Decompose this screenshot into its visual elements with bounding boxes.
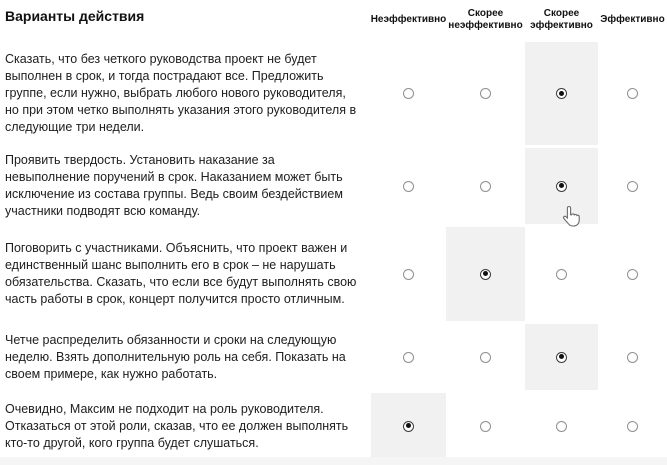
- rating-cell: [371, 393, 446, 459]
- rating-cell: [446, 148, 525, 224]
- rating-cell: [371, 227, 446, 321]
- rating-cell: [525, 324, 598, 390]
- radio-unselected[interactable]: [403, 181, 414, 192]
- rating-cell: [525, 227, 598, 321]
- column-header-3: Эффективно: [600, 14, 665, 25]
- rating-cell: [598, 148, 667, 224]
- rating-cell: [446, 42, 525, 145]
- option-text-label: Сказать, что без четкого руководства проект не будет выполнен в срок, и тогда пострадают все. Предложить группе, если нужно, выбрать любого нового руководителя, но при этом четко выполнять указания этого руководителя в следующие три недели.: [5, 52, 357, 134]
- bottom-strip: [0, 457, 667, 465]
- rating-cell: [525, 393, 598, 459]
- option-text: [0, 148, 371, 224]
- radio-selected[interactable]: [556, 181, 567, 192]
- option-text-label: Проявить твердость. Установить наказание за невыполнение поручений в срок. Наказанием может быть исключение из состава группы. Ведь своим бездействием участники подводят всю команду.: [5, 153, 343, 218]
- option-text: [0, 227, 371, 321]
- radio-unselected[interactable]: [403, 352, 414, 363]
- page-title: Варианты действия: [5, 8, 145, 24]
- option-text-label: Поговорить с участниками. Объяснить, что проект важен и единственный шанс выполнить его в срок – не нарушать обязательства. Сказать, что если все будут выполнять свою часть работы в срок, концерт получится просто отличным.: [5, 241, 357, 306]
- radio-unselected[interactable]: [627, 269, 638, 280]
- radio-unselected[interactable]: [627, 181, 638, 192]
- radio-unselected[interactable]: [556, 269, 567, 280]
- radio-unselected[interactable]: [556, 421, 567, 432]
- rating-cell: [598, 324, 667, 390]
- rating-cell: [525, 148, 598, 224]
- radio-unselected[interactable]: [627, 352, 638, 363]
- survey-row: [0, 393, 667, 459]
- radio-unselected[interactable]: [627, 88, 638, 99]
- matrix-rows: [0, 42, 667, 459]
- radio-unselected[interactable]: [403, 269, 414, 280]
- radio-unselected[interactable]: [480, 181, 491, 192]
- radio-selected[interactable]: [403, 421, 414, 432]
- rating-cell: [598, 42, 667, 145]
- rating-cell: [446, 227, 525, 321]
- radio-unselected[interactable]: [480, 88, 491, 99]
- option-text: [0, 42, 371, 145]
- survey-row: [0, 42, 667, 145]
- column-header-2: Скорее эффективно: [530, 8, 593, 31]
- radio-selected[interactable]: [556, 88, 567, 99]
- survey-row: [0, 324, 667, 390]
- rating-cell: [598, 227, 667, 321]
- column-header-0: Неэффективно: [370, 14, 447, 25]
- survey-row: [0, 227, 667, 321]
- radio-selected[interactable]: [556, 352, 567, 363]
- rating-cell: [371, 148, 446, 224]
- radio-unselected[interactable]: [480, 421, 491, 432]
- option-text: [0, 324, 371, 390]
- rating-cell: [598, 393, 667, 459]
- rating-cell: [371, 42, 446, 145]
- rating-cell: [371, 324, 446, 390]
- survey-row: [0, 148, 667, 224]
- radio-unselected[interactable]: [627, 421, 638, 432]
- rating-cell: [446, 324, 525, 390]
- rating-cell: [525, 42, 598, 145]
- option-text-label: Четче распределить обязанности и сроки на следующую неделю. Взять дополнительную роль на себя. Показать на своем примере, как нужно работать.: [5, 332, 346, 381]
- radio-unselected[interactable]: [403, 88, 414, 99]
- column-header-1: Скорее неэффективно: [448, 8, 523, 31]
- radio-selected[interactable]: [480, 269, 491, 280]
- option-text: [0, 393, 371, 459]
- matrix-header: [0, 0, 667, 42]
- rating-cell: [446, 393, 525, 459]
- radio-unselected[interactable]: [480, 352, 491, 363]
- option-text-label: Очевидно, Максим не подходит на роль руководителя. Отказаться от этой роли, сказав, что ее должен выполнять кто-то другой, кого группа будет слушаться.: [5, 401, 349, 450]
